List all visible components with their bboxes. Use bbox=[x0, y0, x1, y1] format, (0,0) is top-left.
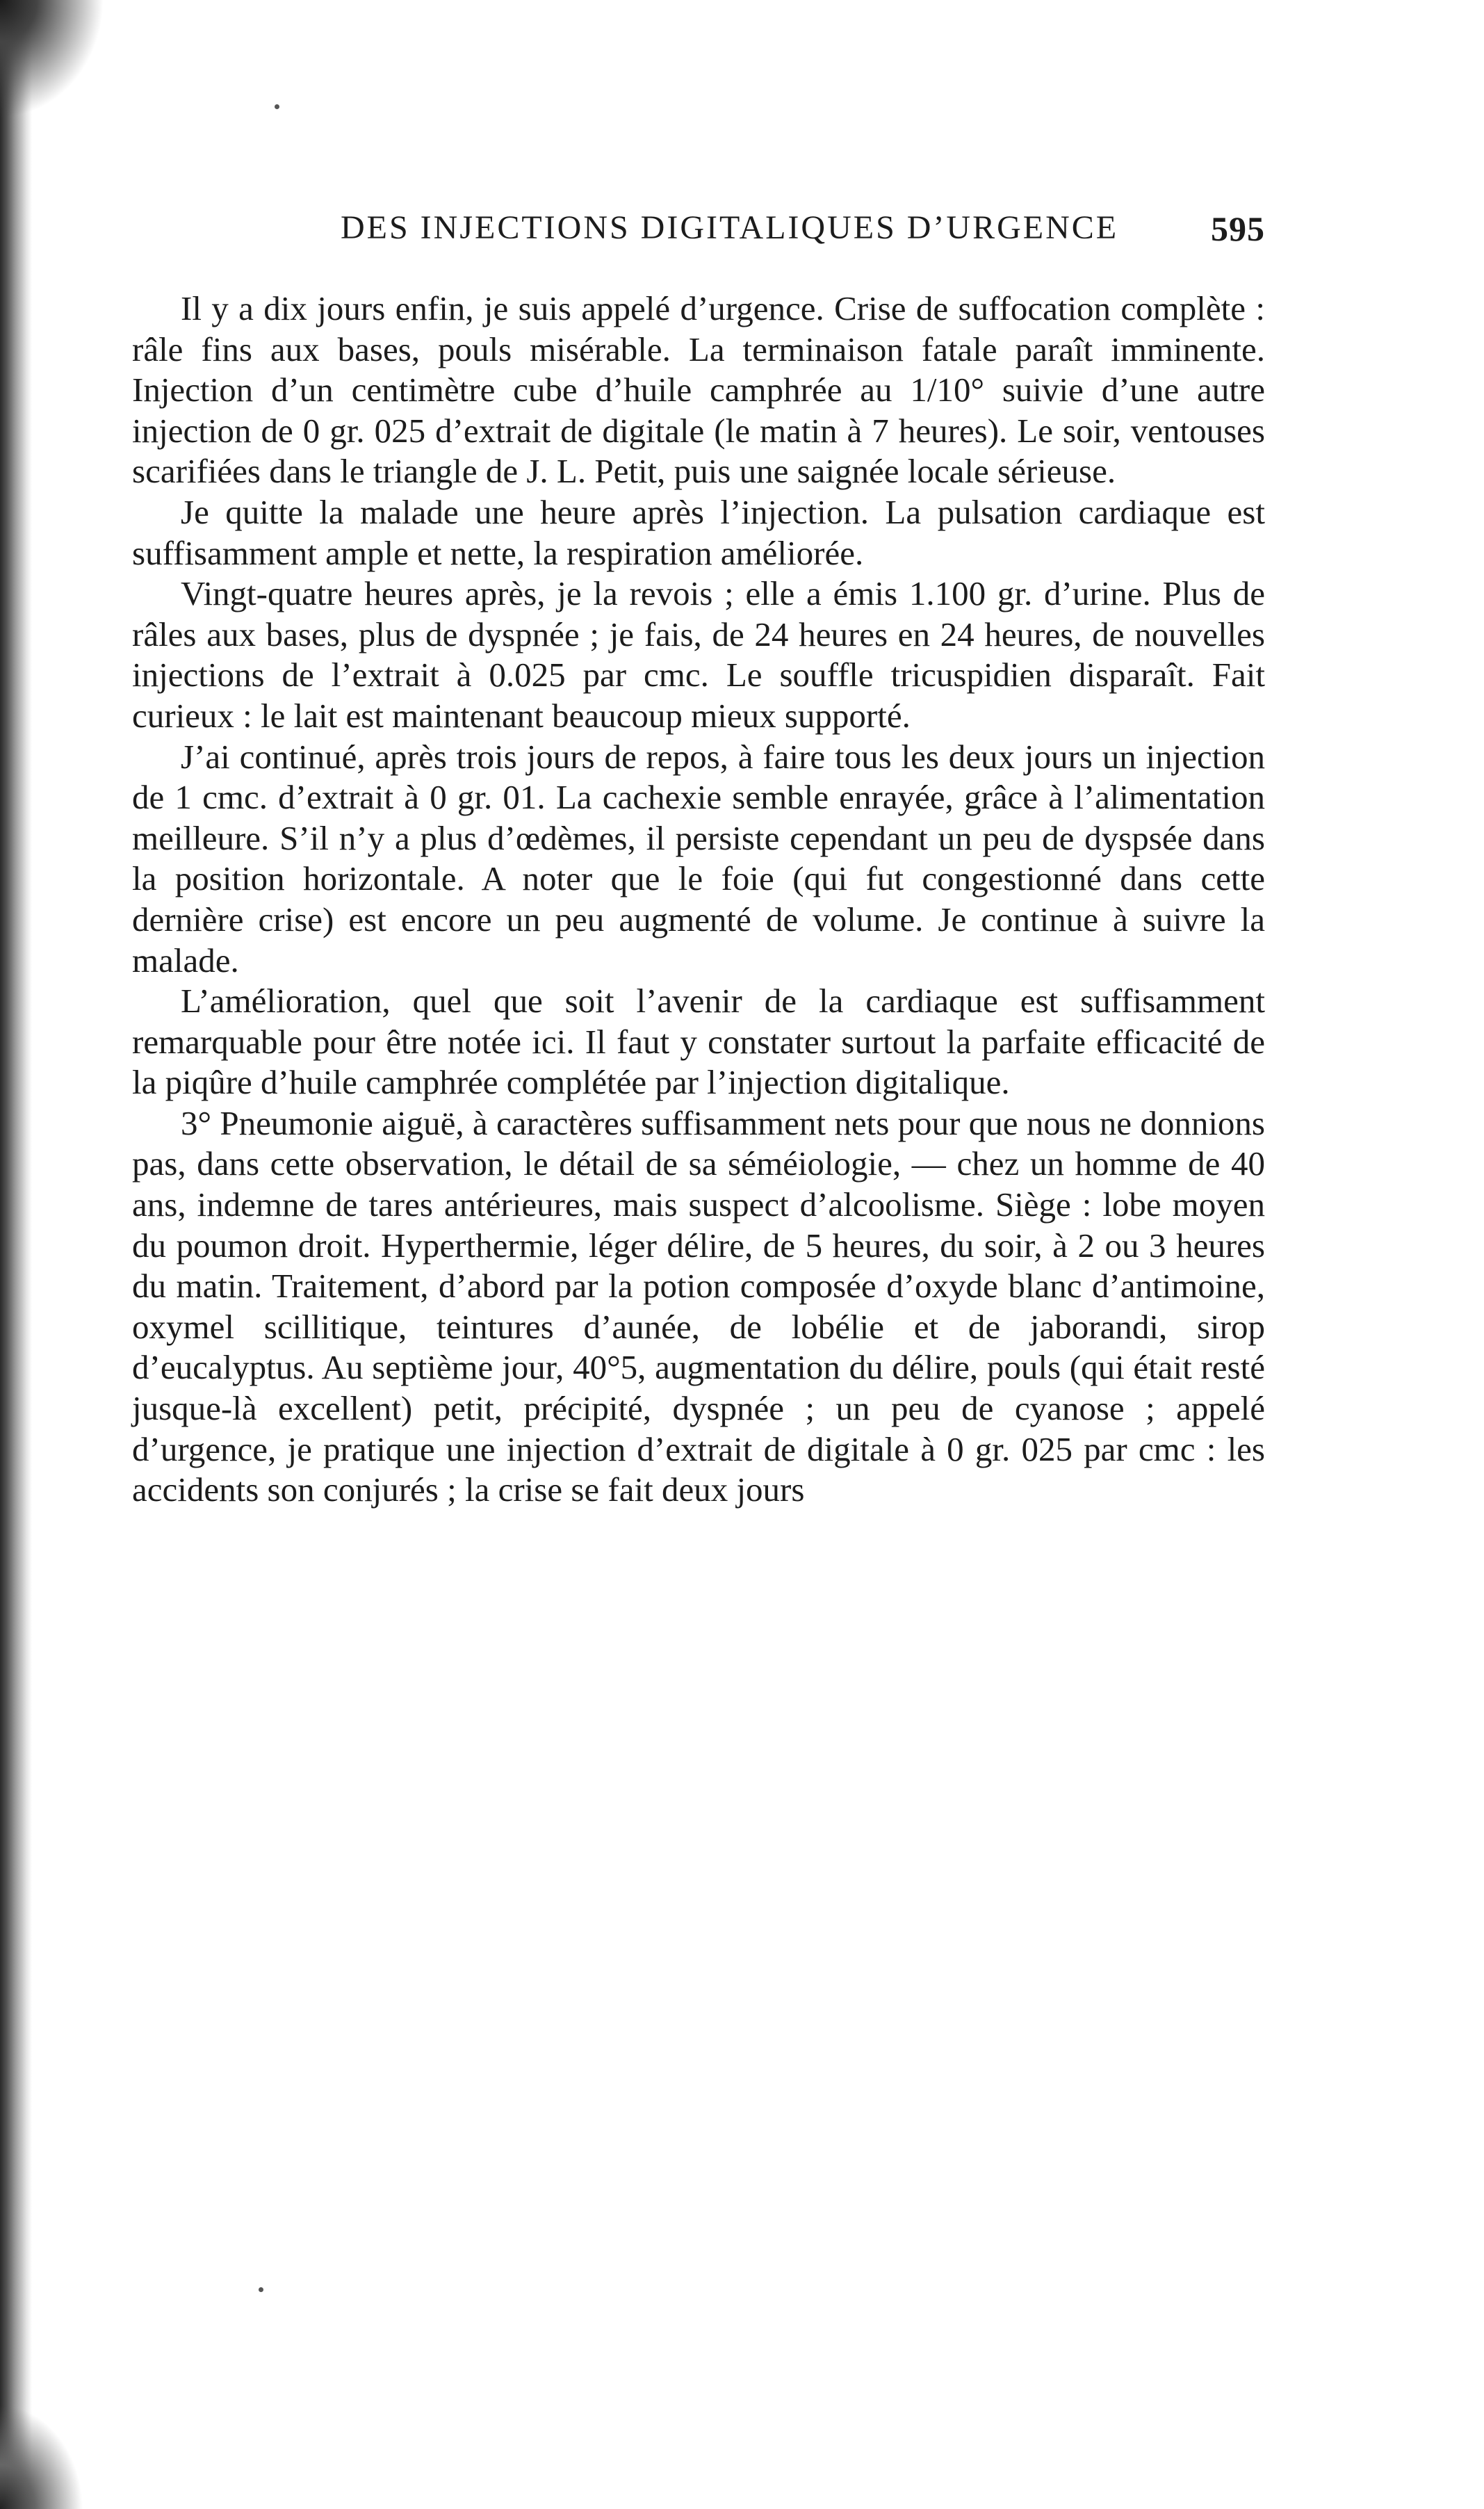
binding-shadow bbox=[0, 0, 32, 2509]
page-header bbox=[132, 209, 1265, 257]
paragraph: L’amélioration, quel que soit l’avenir de la cardiaque est suffisamment remarquable pour être notée ici. Il faut y constater surtout la parfaite efficacité de la piqûre d’huile camphrée complétée par l’injection digitalique. bbox=[132, 982, 1265, 1102]
paragraph: Je quitte la malade une heure après l’injection. La pulsation cardiaque est suffisamment ample et nette, la respiration améliorée. bbox=[132, 492, 1265, 572]
paragraph: Vingt-quatre heures après, je la revois ; elle a émis 1.100 gr. d’urine. Plus de râles aux bases, plus de dyspnée ; je fais, de 24 heures en 24 heures, de nouvelles injections de l’extrait à 0.025 par cmc. Le souffle tricuspidien disparaît. Fait curieux : le lait est maintenant beaucoup mieux supporté. bbox=[132, 574, 1265, 735]
body-text bbox=[132, 289, 1265, 1511]
paragraph: 3° Pneumonie aiguë, à caractères suffisamment nets pour que nous ne donnions pas, dans cette observation, le détail de sa séméiologie, — chez un homme de 40 ans, indemne de tares antérieures, mais suspect d’alcoolisme. Siège : lobe moyen du poumon droit. Hyperthermie, léger délire, de 5 heures, du soir, à 2 ou 3 heures du matin. Traitement, d’abord par la potion composée d’oxyde blanc d’antimoine, oxymel scillitique, teintures d’aunée, de lobélie et de jaborandi, sirop d’eucalyptus. Au septième jour, 40°5, augmentation du délire, pouls (qui était resté jusque-là excellent) petit, précipité, dyspnée ; un peu de cyanose ; appelé d’urgence, je pratique une injection d’extrait de digitale à 0 gr. 025 par cmc : les accidents son conjurés ; la crise se fait deux jours bbox=[132, 1103, 1265, 1509]
ink-speck bbox=[275, 104, 279, 109]
binding-shadow-top bbox=[0, 0, 104, 118]
paragraph: Il y a dix jours enfin, je suis appelé d’urgence. Crise de suffocation complète : râle fins aux bases, pouls misérable. La terminaison fatale paraît imminente. Injection d’un centimètre cube d’huile camphrée au 1/10° suivie d’une autre injection de 0 gr. 025 d’extrait de digitale (le matin à 7 heures). Le soir, ventouses scarifiées dans le triangle de J. L. Petit, puis une saignée locale sérieuse. bbox=[132, 289, 1265, 491]
binding-shadow-bottom bbox=[0, 2405, 83, 2509]
page-number: 595 bbox=[1211, 209, 1265, 248]
paragraph: J’ai continué, après trois jours de repos, à faire tous les deux jours un injection de 1 cmc. d’extrait à 0 gr. 01. La cachexie semble enrayée, grâce à l’alimentation meilleure. S’il n’y a plus d’œdèmes, il persiste cependant un peu de dyspsée dans la position horizontale. A noter que le foie (qui fut congestionné dans cette dernière crise) est encore un peu augmenté de volume. Je continue à suivre la malade. bbox=[132, 737, 1265, 980]
ink-speck bbox=[259, 2287, 263, 2292]
running-title: DES INJECTIONS DIGITALIQUES D’URGENCE bbox=[341, 209, 1119, 246]
